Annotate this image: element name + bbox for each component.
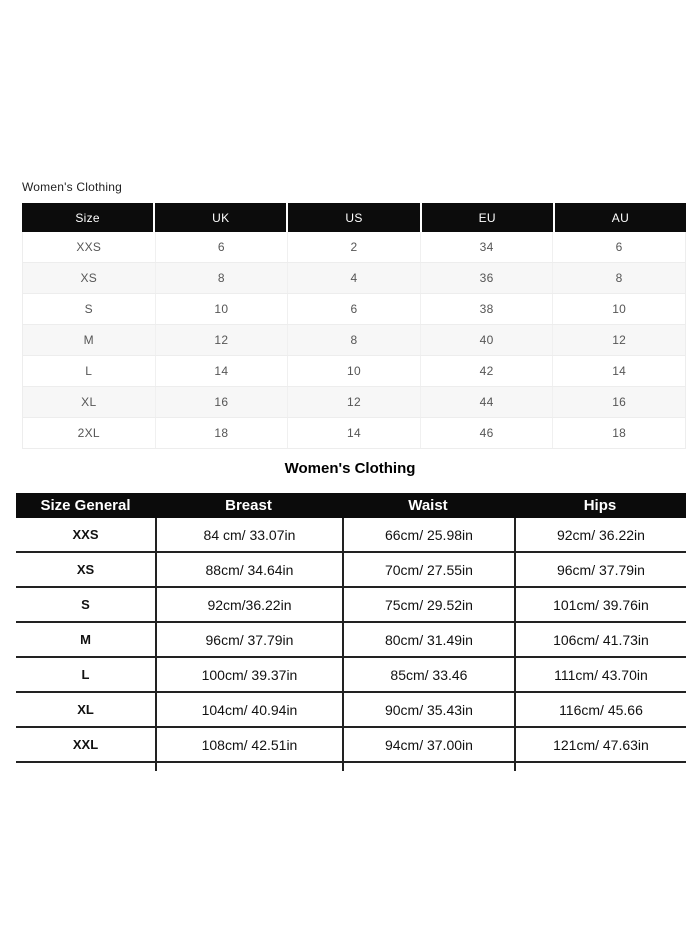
- eu-cell: 42: [420, 356, 553, 386]
- size-cell: S: [81, 597, 90, 612]
- uk-cell: 8: [155, 263, 288, 293]
- breast-cell: 100cm/ 39.37in: [155, 658, 342, 691]
- table-row: [16, 693, 686, 728]
- us-cell: 8: [287, 325, 420, 355]
- breast-cell: 92cm/36.22in: [155, 588, 342, 621]
- au-cell: 16: [552, 387, 685, 417]
- size-cell: XXS: [72, 527, 99, 542]
- column-header-us: US: [288, 203, 421, 232]
- waist-cell: 85cm/ 33.46: [342, 658, 514, 691]
- table-row: [23, 232, 685, 263]
- table-header-row: [22, 203, 686, 232]
- table-row: [16, 623, 686, 658]
- column-header-size-general: Size General: [40, 497, 131, 514]
- hips-cell: 101cm/ 39.76in: [514, 588, 686, 621]
- table-row: [16, 658, 686, 693]
- size-cell: XL: [77, 702, 94, 717]
- size-cell: 2XL: [77, 426, 100, 440]
- table-row: [16, 588, 686, 623]
- eu-cell: 44: [420, 387, 553, 417]
- column-header-eu: EU: [422, 203, 555, 232]
- au-cell: 14: [552, 356, 685, 386]
- uk-cell: 14: [155, 356, 288, 386]
- size-cell: XXL: [72, 737, 99, 752]
- column-header-waist: Waist: [408, 497, 448, 514]
- breast-cell: 88cm/ 34.64in: [155, 553, 342, 586]
- size-cell: S: [84, 302, 93, 316]
- table-row: [23, 294, 685, 325]
- eu-cell: 40: [420, 325, 553, 355]
- waist-cell: 80cm/ 31.49in: [342, 623, 514, 656]
- au-cell: 6: [552, 232, 685, 262]
- table-row: [16, 728, 686, 763]
- au-cell: 8: [552, 263, 685, 293]
- size-cell: L: [85, 364, 93, 378]
- size-cell: XXS: [76, 240, 102, 254]
- size-cell: M: [83, 333, 94, 347]
- us-cell: 12: [287, 387, 420, 417]
- hips-cell: 106cm/ 41.73in: [514, 623, 686, 656]
- size-cell: L: [81, 667, 90, 682]
- us-cell: 14: [287, 418, 420, 448]
- us-cell: 2: [287, 232, 420, 262]
- size-cell: M: [80, 632, 91, 647]
- hips-cell: 116cm/ 45.66: [514, 693, 686, 726]
- eu-cell: 46: [420, 418, 553, 448]
- size-cell: XS: [80, 271, 98, 285]
- breast-cell: 104cm/ 40.94in: [155, 693, 342, 726]
- size-cell: XL: [81, 395, 97, 409]
- au-cell: 18: [552, 418, 685, 448]
- table-row: [23, 356, 685, 387]
- uk-cell: 12: [155, 325, 288, 355]
- table-row: [23, 325, 685, 356]
- waist-cell: 70cm/ 27.55in: [342, 553, 514, 586]
- table-row: [16, 518, 686, 553]
- uk-cell: 16: [155, 387, 288, 417]
- table-header-row: [16, 493, 686, 518]
- au-cell: 10: [552, 294, 685, 324]
- waist-cell: 75cm/ 29.52in: [342, 588, 514, 621]
- table-row: [16, 553, 686, 588]
- hips-cell: 121cm/ 47.63in: [514, 728, 686, 761]
- hips-cell: 92cm/ 36.22in: [514, 518, 686, 551]
- au-cell: 12: [552, 325, 685, 355]
- uk-cell: 10: [155, 294, 288, 324]
- us-cell: 6: [287, 294, 420, 324]
- table-body: [16, 518, 686, 771]
- waist-cell: 94cm/ 37.00in: [342, 728, 514, 761]
- body-measurements-table: [16, 493, 686, 771]
- table-body: [22, 232, 686, 449]
- eu-cell: 34: [420, 232, 553, 262]
- uk-cell: 18: [155, 418, 288, 448]
- breast-cell: 108cm/ 42.51in: [155, 728, 342, 761]
- waist-cell: 66cm/ 25.98in: [342, 518, 514, 551]
- us-cell: 4: [287, 263, 420, 293]
- table-row: [23, 387, 685, 418]
- section2-title: Women's Clothing: [284, 460, 416, 477]
- breast-cell: 84 cm/ 33.07in: [155, 518, 342, 551]
- hips-cell: 96cm/ 37.79in: [514, 553, 686, 586]
- breast-cell: 96cm/ 37.79in: [155, 623, 342, 656]
- table-row: [23, 418, 685, 448]
- column-header-hips: Hips: [583, 497, 617, 514]
- column-rule-extension: [16, 763, 686, 771]
- us-cell: 10: [287, 356, 420, 386]
- column-header-au: AU: [555, 203, 686, 232]
- international-sizes-table: [22, 203, 686, 449]
- column-header-uk: UK: [155, 203, 288, 232]
- table-row: [23, 263, 685, 294]
- hips-cell: 111cm/ 43.70in: [514, 658, 686, 691]
- eu-cell: 38: [420, 294, 553, 324]
- section1-title: Women's Clothing: [22, 180, 122, 194]
- uk-cell: 6: [155, 232, 288, 262]
- eu-cell: 36: [420, 263, 553, 293]
- column-header-size: Size: [22, 203, 155, 232]
- waist-cell: 90cm/ 35.43in: [342, 693, 514, 726]
- size-cell: XS: [76, 562, 95, 577]
- column-header-breast: Breast: [225, 497, 272, 514]
